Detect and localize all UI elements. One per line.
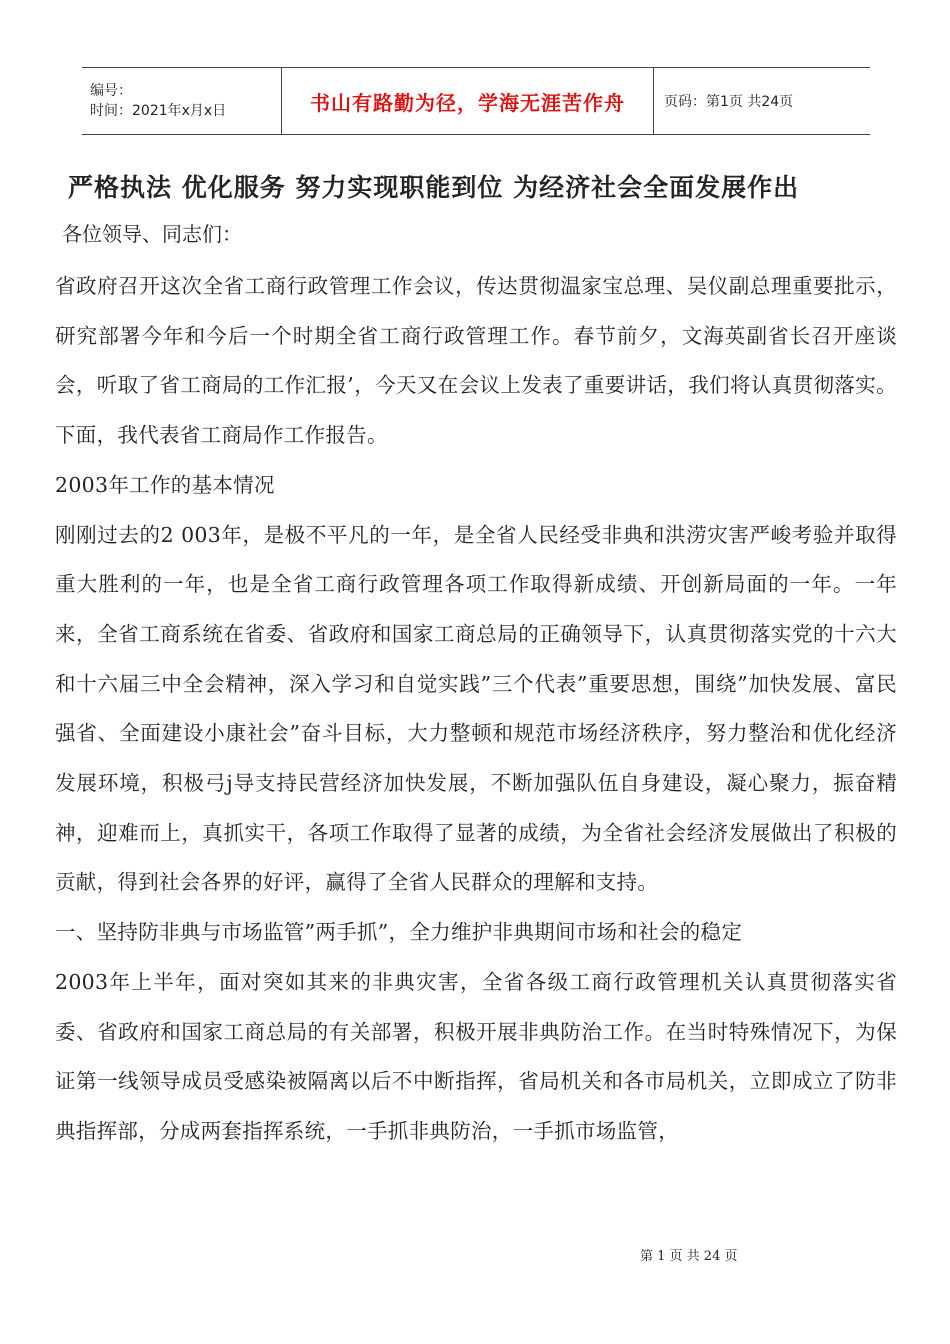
header-meta — [82, 68, 282, 134]
paragraph-overview: 刚刚过去的2 003年，是极不平凡的一年，是全省人民经受非典和洪涝灾害严峻考验并取得重大胜利的一年，也是全省工商行政管理各项工作取得新成绩、开创新局面的一年。一年来，全省工商系统在省委、省政府和国家工商总局的正确领导下，认真贯彻落实党的十六大和十六届三中全会精神，深入学习和自觉实践”三个代表”重要思想，围绕”加快发展、富民强省、全面建设小康社会”奋斗目标，大力整顿和规范市场经济秩序，努力整治和优化经济发展环境，积极弓j导支持民营经济加快发展，不断加强队伍自身建设，凝心聚力，振奋精神，迎难而上，真抓实干，各项工作取得了显著的成绩，为全省社会经济发展做出了积极的贡献，得到社会各界的好评，赢得了全省人民群众的理解和支持。 — [55, 522, 897, 895]
section-heading-one: 一、坚持防非典与市场监管”两手抓”，全力维护非典期间市场和社会的稳定 — [55, 920, 743, 945]
page-number-label: 页码：第1页 共24页 — [664, 94, 794, 110]
document-number-label: 编号： — [90, 83, 132, 99]
motto-text: 书山有路勤为径，学海无涯苦作舟 — [310, 90, 625, 115]
document-body — [55, 262, 897, 1157]
document-time-label: 时间：2021年x月x日 — [90, 103, 227, 119]
document-title: 严格执法 优化服务 努力实现职能到位 为经济社会全面发展作出 — [68, 173, 800, 202]
section-heading-2003: 2003年工作的基本情况 — [55, 472, 275, 497]
paragraph-sars: 2003年上半年，面对突如其来的非典灾害，全省各级工商行政管理机关认真贯彻落实省委、省政府和国家工商总局的有关部署，积极开展非典防治工作。在当时特殊情况下，为保证第一线领导成员受感染被隔离以后不中断指挥，省局机关和各市局机关，立即成立了防非典指挥部，分成两套指挥系统，一手抓非典防治，一手抓市场监管， — [55, 969, 897, 1143]
page-footer: 第 1 页 共 24 页 — [640, 1249, 738, 1264]
paragraph-intro: 省政府召开这次全省工商行政管理工作会议，传达贯彻温家宝总理、吴仪副总理重要批示，研究部署今年和今后一个时期全省工商行政管理工作。春节前夕，文海英副省长召开座谈会，听取了省工商局的工作汇报’，今天又在会议上发表了重要讲话，我们将认真贯彻落实。下面，我代表省工商局作工作报告。 — [55, 274, 897, 448]
document-header — [82, 67, 870, 135]
salutation: 各位领导、同志们： — [62, 222, 242, 246]
header-page-info — [654, 68, 870, 134]
header-motto — [282, 68, 654, 134]
